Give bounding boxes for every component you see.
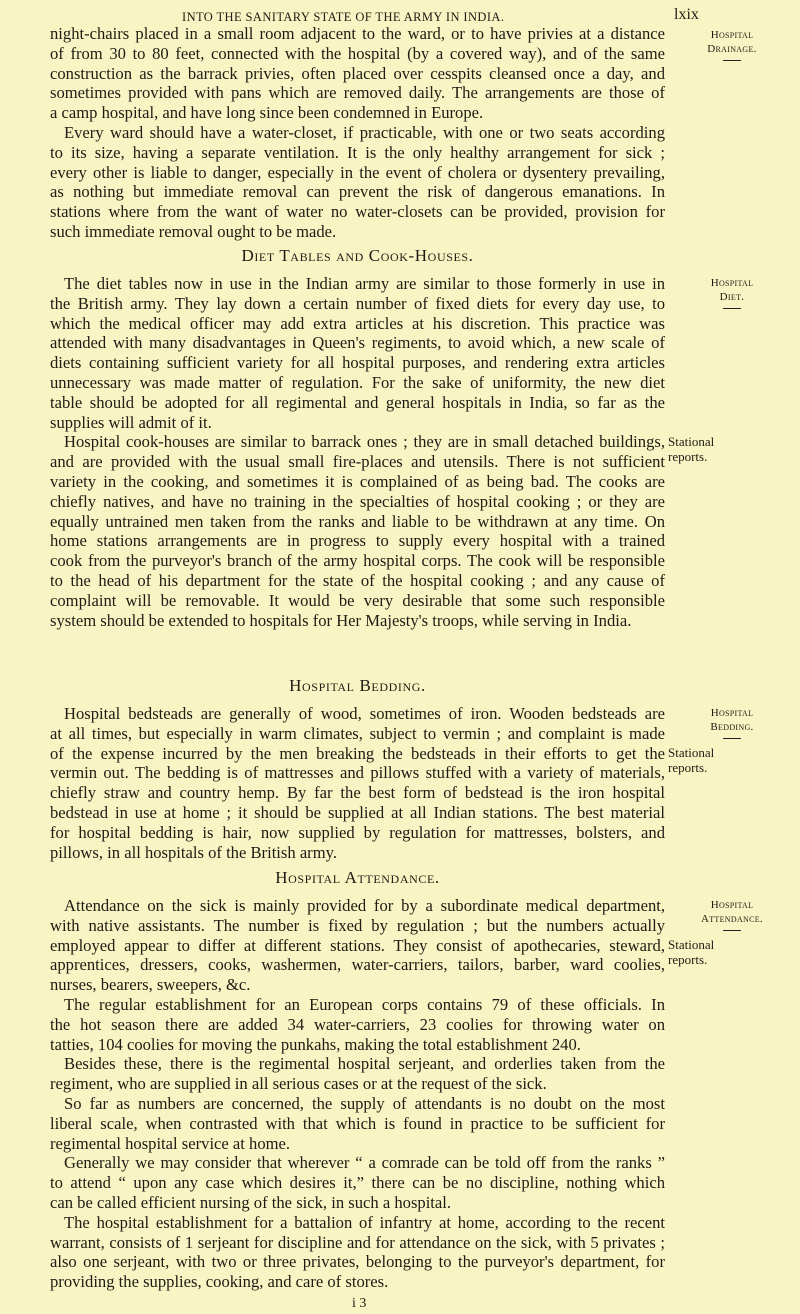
note-line: reports. <box>668 952 708 967</box>
note-line: reports. <box>668 449 708 464</box>
text-line: Generally we may consider that wherever “ a comrade can be told off from the ranks ” <box>64 1153 665 1173</box>
text-line: construction as the barrack privies, often placed over cesspits cleansed once a day, and <box>50 63 665 83</box>
text-line: complaint will be removable. It would be very desirable that some such responsible <box>50 590 665 610</box>
note-line: Hospital <box>710 707 754 719</box>
note-line: Attendance. <box>701 913 763 925</box>
note-line: Hospital <box>710 899 754 911</box>
text-line: diets containing sufficient variety for all hospital purposes, and rendering extra articles <box>50 353 665 373</box>
running-title: INTO THE SANITARY STATE OF THE ARMY IN INDIA. <box>182 10 505 24</box>
section-diet-tables <box>50 246 665 630</box>
margin-note-stational-reports <box>668 434 796 464</box>
margin-note-hospital-diet <box>668 276 796 309</box>
text-line: the British army. They lay down a certain number of fixed diets for every day use, to <box>50 293 665 313</box>
text-line: chiefly natives, and have no training in the specialties of hospital cooking ; or they are <box>50 491 665 511</box>
section-hospital-bedding <box>50 676 665 862</box>
note-line: Diet. <box>719 291 745 303</box>
text-line: regiment, who are supplied in all serious cases or at the request of the sick. <box>50 1074 547 1094</box>
text-line: Every ward should have a water-closet, if practicable, with one or two seats according <box>64 122 665 142</box>
text-line: cook from the purveyor's branch of the army hospital corps. The cook will be responsible <box>50 551 665 571</box>
margin-note-hospital-drainage <box>668 28 796 61</box>
text-line: every other is liable to danger, especially in the event of cholera or dysentery prevailing, <box>50 162 665 182</box>
note-rule <box>723 60 741 61</box>
note-line: Stational <box>668 434 715 449</box>
text-line: pillows, in all hospitals of the British army. <box>50 842 337 862</box>
text-line: bedstead in use at home ; it should be supplied at all Indian stations. The best material <box>50 802 665 822</box>
text-line: such immediate removal ought to be made. <box>50 221 337 241</box>
note-line: Hospital <box>710 277 754 289</box>
note-rule <box>723 308 741 309</box>
text-line: nurses, bearers, sweepers, &c. <box>50 975 251 995</box>
note-line: Hospital <box>710 29 754 41</box>
text-line: can be called efficient nursing of the sick, in such a hospital. <box>50 1192 452 1212</box>
text-line: variety in the cooking, and sometimes it is complained of as being bad. The cooks are <box>50 471 665 491</box>
margin-note-hospital-bedding <box>668 706 796 739</box>
text-line: at all times, but especially in warm climates, subject to vermin ; and complaint is made <box>50 723 665 743</box>
text-line: home stations arrangements are in progress to supply every hospital with a trained <box>50 531 665 551</box>
text-line: which the medical officer may add extra articles at his discretion. This practice was <box>50 313 665 333</box>
text-line: attended with many disadvantages in Queen's regiments, to avoid which, a new scale of <box>50 333 665 353</box>
margin-note-stational-reports <box>668 937 796 967</box>
text-line: regimental hospital service at home. <box>50 1133 291 1153</box>
text-line: the hot season there are added 34 water-carriers, 23 coolies for throwing water on <box>50 1014 665 1034</box>
text-line: to its size, having a separate ventilation. It is the only healthy arrangement for sick ; <box>50 142 665 162</box>
text-line: warrant, consists of 1 serjeant for discipline and for attendance on the sick, with 5 privates ; <box>50 1232 665 1252</box>
text-line: chiefly straw and country hemp. By far the best form of bedstead is the iron hospital <box>50 783 665 803</box>
section-hospital-attendance <box>50 868 665 1292</box>
text-line: providing the supplies, cooking, and care of stores. <box>50 1272 389 1292</box>
text-line: to the head of his department for the state of the hospital cooking ; and any cause of <box>50 570 665 590</box>
text-line: and are provided with the usual small fire-places and utensils. There is not sufficient <box>50 452 665 472</box>
note-line: Stational <box>668 745 715 760</box>
text-line: for hospital bedding is hair, now supplied by regulation for mattresses, bolsters, and <box>50 822 665 842</box>
text-line: with native assistants. The number is fixed by regulation ; but the numbers actually <box>50 915 665 935</box>
note-line: Stational <box>668 937 715 952</box>
text-line: a camp hospital, and have long since been condemned in Europe. <box>50 103 484 123</box>
margin-note-hospital-attendance <box>668 898 796 931</box>
text-line: tatties, 104 coolies for moving the punkahs, making the total establishment 240. <box>50 1034 581 1054</box>
text-line: of from 30 to 80 feet, connected with the hospital (by a covered way), and of the same <box>50 43 665 63</box>
text-line: Hospital bedsteads are generally of wood, sometimes of iron. Wooden bedsteads are <box>64 704 665 723</box>
text-line: of the expense incurred by the men breaking the bedsteads in their efforts to get the <box>50 743 665 763</box>
text-line: table should be adopted for all regimental and general hospitals in India, so far as the <box>50 392 665 412</box>
section-heading: Hospital Attendance. <box>275 868 440 887</box>
note-line: Bedding. <box>710 721 754 733</box>
text-line: Besides these, there is the regimental hospital serjeant, and orderlies taken from the <box>64 1054 665 1074</box>
note-rule <box>723 930 741 931</box>
note-rule <box>723 738 741 739</box>
margin-note-stational-reports <box>668 745 796 775</box>
text-line: apprentices, dressers, cooks, washermen, water-carriers, tailors, barber, ward coolies, <box>50 955 665 975</box>
text-line: sometimes provided with pans which are removed daily. The arrangements are those of <box>50 83 665 103</box>
signature-mark: i 3 <box>352 1296 367 1311</box>
text-line: unnecessary was made matter of regulation. For the sake of uniformity, the new diet <box>50 372 665 392</box>
text-line: system should be extended to hospitals for Her Majesty's troops, while serving in India. <box>50 610 632 630</box>
text-line: So far as numbers are concerned, the supply of attendants is no doubt on the most <box>64 1093 665 1113</box>
page-number: lxix <box>674 6 699 23</box>
note-line: reports. <box>668 760 708 775</box>
text-line: Attendance on the sick is mainly provided for by a subordinate medical department, <box>64 896 665 915</box>
text-line: as nothing but immediate removal can prevent the risk of dangerous emanations. In <box>50 182 665 202</box>
text-line: The hospital establishment for a battalion of infantry at home, according to the recent <box>64 1212 665 1232</box>
note-line: Drainage. <box>707 43 757 55</box>
section-hospital-drainage <box>50 24 665 242</box>
text-line: The diet tables now in use in the Indian army are similar to those formerly in use in <box>64 274 665 293</box>
text-line: Hospital cook-houses are similar to barrack ones ; they are in small detached buildings, <box>64 432 665 452</box>
section-heading: Diet Tables and Cook-Houses. <box>241 246 474 265</box>
text-line: stations where from the want of water no water-closets can be provided, provision for <box>50 202 665 222</box>
section-heading: Hospital Bedding. <box>289 676 426 695</box>
text-line: The regular establishment for an European corps contains 79 of these officials. In <box>64 994 665 1014</box>
text-line: supplies will admit of it. <box>50 412 212 432</box>
text-line: vermin out. The bedding is of mattresses and pillows stuffed with a variety of materials, <box>50 763 665 783</box>
text-line: employed appear to differ at different stations. They consist of apothecaries, steward, <box>50 935 665 955</box>
text-line: night-chairs placed in a small room adjacent to the ward, or to have privies at a distance <box>50 24 665 43</box>
text-line: also one serjeant, with two or three privates, belonging to the purveyor's department, for <box>50 1252 665 1272</box>
text-line: to attend “ upon any case which desires it,” there can be no discipline, nothing which <box>50 1173 665 1193</box>
text-line: liberal scale, when contrasted with that which is found in practice to be sufficient for <box>50 1113 665 1133</box>
text-line: equally untrained men taken from the ranks and liable to be withdrawn at any time. On <box>50 511 665 531</box>
